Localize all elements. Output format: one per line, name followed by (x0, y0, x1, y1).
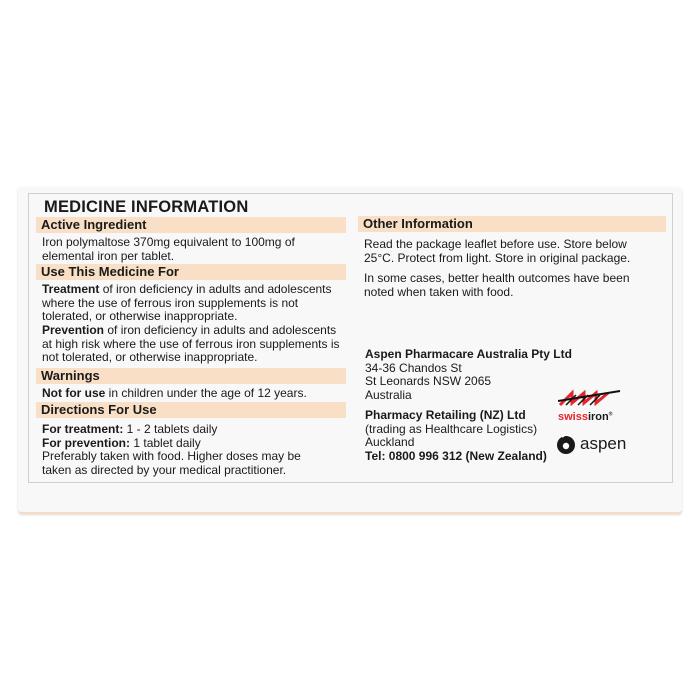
treatment-bold: Treatment (42, 282, 100, 296)
other-text-2: In some cases, better health outcomes have been noted when taken with food. (364, 271, 630, 299)
prev-dose: 1 tablet daily (130, 435, 201, 450)
prevention-text (42, 324, 347, 365)
directions-text (42, 423, 312, 477)
nz-line1: (trading as Healthcare Logistics) (365, 421, 538, 436)
aspen-mark-icon (556, 433, 576, 455)
nz-tel: Tel: 0800 996 312 (New Zealand) (365, 448, 547, 463)
section-header-directions: Directions For Use (36, 402, 346, 418)
warnings-bold: Not for use (42, 386, 106, 400)
nz-address (365, 409, 585, 463)
swissiron-logo: swissiron® (558, 389, 622, 423)
au-address (365, 348, 585, 402)
prevention-bold: Prevention (42, 323, 105, 337)
directions-note: Preferably taken with food. Higher doses may be taken as directed by your medical practitioner. (42, 449, 301, 477)
warnings-desc: in children under the age of 12 years. (105, 386, 307, 400)
au-company: Aspen Pharmacare Australia Pty Ltd (365, 347, 572, 361)
swissiron-mark-icon (558, 389, 622, 407)
treat-dose: 1 - 2 tablets daily (123, 422, 218, 436)
prevention-desc: of iron deficiency in adults and adolescents at high risk where the use of ferrous iron supplements is not tolerated, or otherwise inappropriate. (42, 323, 340, 365)
section-header-use: Use This Medicine For (36, 264, 346, 280)
page-title: MEDICINE INFORMATION (44, 198, 249, 216)
warnings-text (42, 387, 347, 401)
nz-company: Pharmacy Retailing (NZ) Ltd (365, 408, 526, 422)
au-line1: 34-36 Chandos St (365, 360, 462, 375)
section-header-active: Active Ingredient (36, 217, 346, 233)
aspen-logo (556, 433, 626, 455)
nz-line2: Auckland (365, 435, 415, 450)
treat-bold: For treatment: (42, 422, 124, 436)
section-header-warnings: Warnings (36, 368, 346, 384)
prev-bold: For prevention: (42, 435, 131, 450)
treatment-desc: of iron deficiency in adults and adolescents where the use of ferrous iron supplements is not tolerated, or otherwise inappropriate. (42, 282, 332, 324)
au-line2: St Leonards NSW 2065 (365, 374, 492, 389)
active-text: Iron polymaltose 370mg equivalent to 100mg of elemental iron per tablet. (42, 235, 295, 263)
au-line3: Australia (365, 387, 412, 402)
section-header-other: Other Information (358, 216, 666, 232)
other-text-1: Read the package leaflet before use. Store below 25°C. Protect from light. Store in original package. (364, 237, 631, 265)
swissiron-swiss: swiss (558, 411, 588, 423)
treatment-text (42, 283, 347, 324)
aspen-wordmark: aspen (580, 434, 627, 453)
swissiron-iron: iron (587, 411, 609, 423)
